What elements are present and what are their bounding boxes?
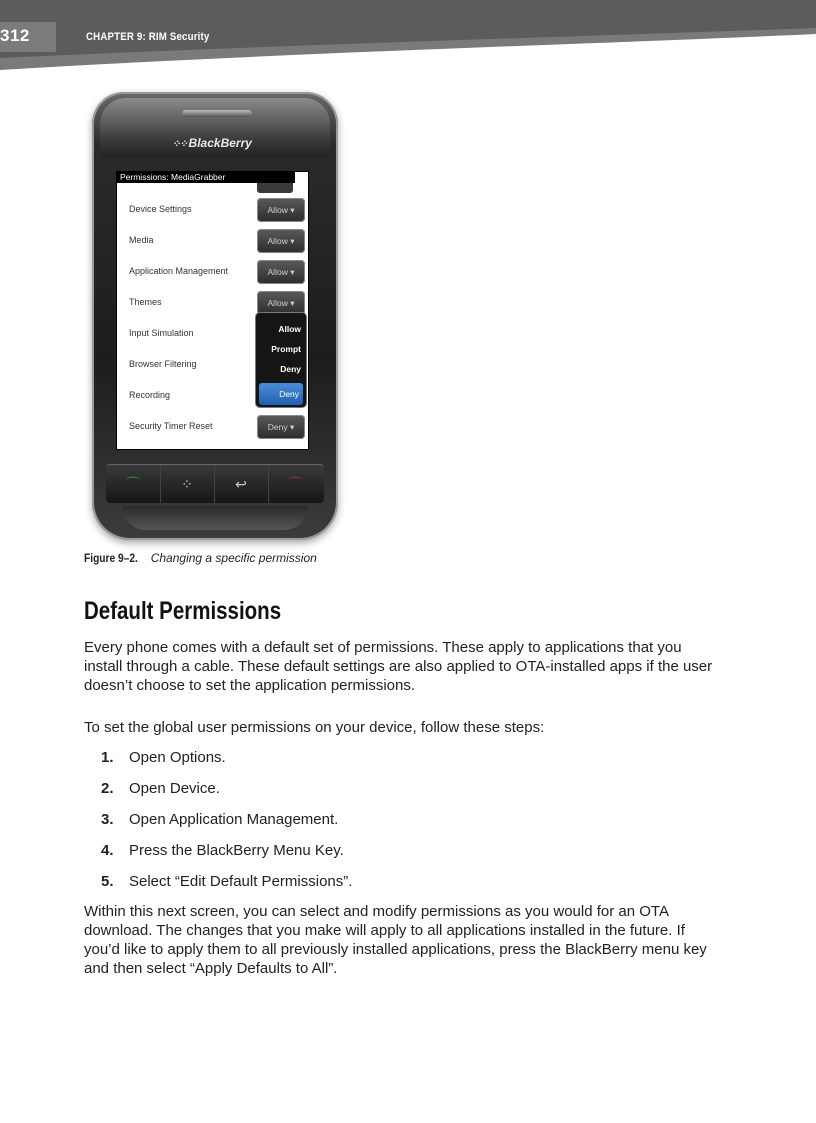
blackberry-phone-figure	[92, 92, 338, 540]
permission-label: Recording	[129, 390, 171, 400]
permission-label: Themes	[129, 297, 162, 307]
list-item	[101, 842, 344, 859]
permission-row[interactable]	[117, 226, 308, 257]
step-number: 2.	[101, 780, 114, 797]
intro-paragraph: Every phone comes with a default set of permissions. These apply to applications that you install through a cable. These default settings are also applied to OTA-installed apps if the user doesn’t choose to set the application permissions.	[84, 639, 713, 694]
figure-label: Figure 9–2.	[84, 551, 138, 565]
permission-row[interactable]	[117, 257, 308, 288]
step-text: Open Options.	[129, 749, 226, 766]
dropdown-selected-value[interactable]: Deny	[259, 383, 303, 405]
phone-screen	[116, 171, 309, 450]
section-heading: Default Permissions	[84, 597, 282, 625]
permission-select[interactable]: Deny ▾	[257, 415, 305, 439]
step-number: 1.	[101, 749, 114, 766]
closing-paragraph: Within this next screen, you can select and modify permissions as you would for an OTA download. The changes that you make will apply to all applications installed in the future. If you’d like to apply them to all previously installed applications, press the BlackBerry menu key and then select “Apply Defaults to All”.	[84, 903, 707, 977]
step-number: 3.	[101, 811, 114, 828]
step-number: 5.	[101, 873, 114, 890]
back-key-icon: ↩	[214, 465, 269, 503]
permission-select[interactable]: Allow ▾	[257, 291, 305, 315]
step-text: Open Device.	[129, 780, 220, 797]
list-item	[101, 749, 226, 766]
scroll-stub	[257, 183, 293, 193]
list-item	[101, 873, 352, 890]
permission-label: Device Settings	[129, 204, 192, 214]
phone-chin	[122, 506, 308, 530]
permission-label: Application Management	[129, 266, 229, 276]
figure-caption-text: Changing a specific permission	[150, 551, 317, 565]
permission-label: Media	[129, 235, 154, 245]
permission-label: Input Simulation	[129, 328, 194, 338]
blackberry-dots-icon: ⁘⁘	[172, 139, 189, 150]
screen-title: Permissions: MediaGrabber	[117, 172, 295, 183]
permission-select[interactable]: Allow ▾	[257, 229, 305, 253]
dropdown-option-deny[interactable]: Deny	[280, 364, 301, 374]
figure-caption	[84, 551, 317, 565]
permission-select[interactable]: Allow ▾	[257, 198, 305, 222]
permission-row[interactable]	[117, 195, 308, 226]
permission-row[interactable]	[117, 412, 308, 443]
list-item	[101, 780, 220, 797]
blackberry-logo: ⁘⁘ BlackBerry	[172, 136, 252, 150]
phone-keypad	[106, 464, 324, 503]
permission-select[interactable]: Allow ▾	[257, 260, 305, 284]
chapter-title: CHAPTER 9: RIM Security	[86, 31, 210, 43]
steps-intro-paragraph: To set the global user permissions on your device, follow these steps:	[84, 719, 545, 736]
call-key-icon: ⌒	[106, 465, 161, 503]
permission-label: Browser Filtering	[129, 359, 197, 369]
dropdown-option-prompt[interactable]: Prompt	[271, 344, 301, 354]
page-number: 312	[0, 26, 30, 45]
end-call-key-icon: ⌒	[288, 476, 302, 492]
dropdown-option-allow[interactable]: Allow	[278, 324, 301, 334]
step-text: Select “Edit Default Permissions”.	[129, 873, 353, 890]
permission-label: Security Timer Reset	[129, 421, 213, 431]
step-text: Press the BlackBerry Menu Key.	[129, 842, 344, 859]
menu-key-icon: ⁘	[160, 465, 215, 503]
step-number: 4.	[101, 842, 114, 859]
earpiece	[182, 110, 252, 117]
list-item	[101, 811, 338, 828]
step-text: Open Application Management.	[129, 811, 339, 828]
